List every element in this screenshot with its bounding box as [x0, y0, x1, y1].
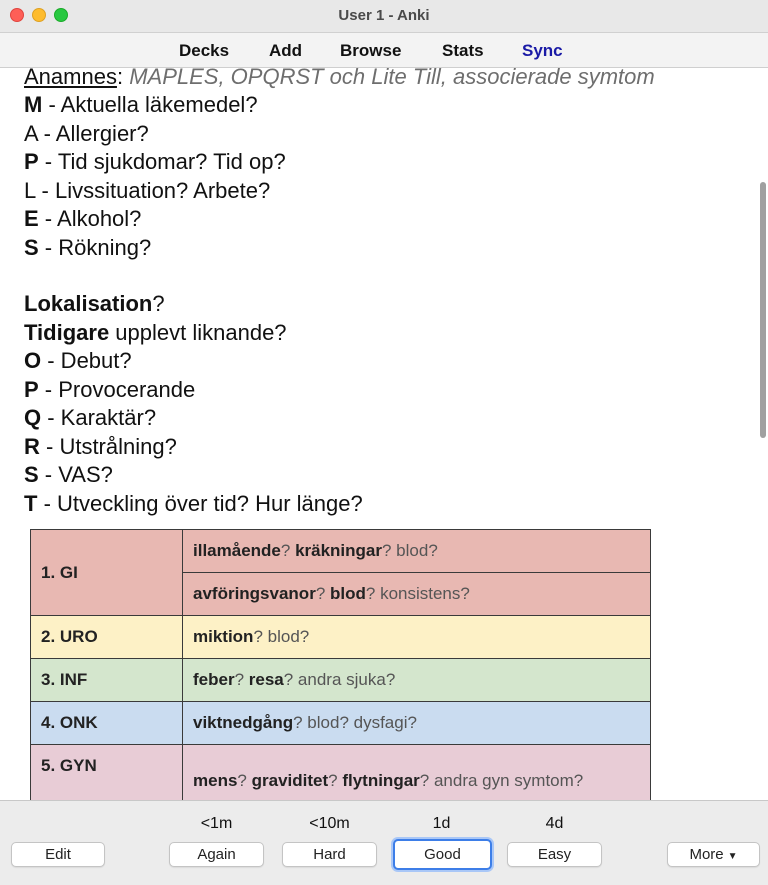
stats-link[interactable]: Stats	[442, 41, 484, 60]
category-gi: 1. GI	[31, 530, 183, 616]
sync-link[interactable]: Sync	[522, 41, 563, 60]
hard-interval: <10m	[309, 815, 350, 832]
table-cell: feber? resa? andra sjuka?	[183, 659, 651, 702]
card-content	[0, 68, 768, 800]
maples-line-l: L - Livssituation? Arbete?	[24, 178, 271, 203]
review-bar	[0, 800, 768, 885]
maples-line-p: P - Tid sjukdomar? Tid op?	[24, 149, 286, 174]
table-cell: illamående? kräkningar? blod?	[183, 530, 651, 573]
table-cell: mens? graviditet? flytningar? andra gyn symtom?	[183, 745, 651, 801]
table-row	[31, 530, 651, 573]
table-row	[31, 745, 651, 801]
opqrst-line-p: P - Provocerande	[24, 377, 196, 402]
table-row	[31, 702, 651, 745]
symptom-table	[30, 529, 651, 800]
easy-interval: 4d	[545, 815, 564, 832]
more-button[interactable]: More ▼	[667, 842, 760, 867]
maples-line-e: E - Alkohol?	[24, 206, 142, 231]
category-gyn: 5. GYN	[31, 745, 183, 801]
tidigare-line: Tidigare upplevt liknande?	[24, 320, 287, 345]
anamnes-heading: Anamnes: MAPLES, OPQRST och Lite Till, associerade symtom	[24, 68, 655, 91]
scrollbar-thumb[interactable]	[760, 182, 766, 438]
opqrst-line-t: T - Utveckling över tid? Hur länge?	[24, 491, 363, 516]
table-cell: miktion? blod?	[183, 616, 651, 659]
table-cell: viktnedgång? blod? dysfagi?	[183, 702, 651, 745]
category-onk: 4. ONK	[31, 702, 183, 745]
caret-down-icon: ▼	[727, 851, 738, 862]
table-cell: avföringsvanor? blod? konsistens?	[183, 573, 651, 616]
opqrst-line-s: S - VAS?	[24, 462, 113, 487]
again-button[interactable]: Again	[169, 842, 264, 867]
opqrst-line-o: O - Debut?	[24, 348, 132, 373]
maples-line-m: M - Aktuella läkemedel?	[24, 92, 258, 117]
lokalisation-line: Lokalisation?	[24, 291, 165, 316]
edit-button[interactable]: Edit	[11, 842, 105, 867]
again-interval: <1m	[200, 815, 233, 832]
opqrst-line-r: R - Utstrålning?	[24, 434, 177, 459]
good-button[interactable]: Good	[393, 839, 492, 870]
hard-button[interactable]: Hard	[282, 842, 377, 867]
add-link[interactable]: Add	[269, 41, 303, 60]
table-row	[31, 659, 651, 702]
anamnes-subtitle: MAPLES, OPQRST och Lite Till, associerade symtom	[123, 68, 655, 89]
opqrst-line-q: Q - Karaktär?	[24, 405, 157, 430]
decks-link[interactable]: Decks	[179, 41, 230, 60]
easy-button[interactable]: Easy	[507, 842, 602, 867]
category-inf: 3. INF	[31, 659, 183, 702]
category-uro: 2. URO	[31, 616, 183, 659]
maples-line-a: A - Allergier?	[24, 121, 149, 146]
good-interval: 1d	[432, 815, 451, 832]
anamnes-label: Anamnes	[24, 68, 117, 89]
title-bar	[0, 0, 768, 33]
main-toolbar	[0, 33, 768, 68]
maples-line-s: S - Rökning?	[24, 235, 152, 260]
table-row	[31, 616, 651, 659]
window-title: User 1 - Anki	[338, 7, 430, 24]
browse-link[interactable]: Browse	[340, 41, 402, 60]
